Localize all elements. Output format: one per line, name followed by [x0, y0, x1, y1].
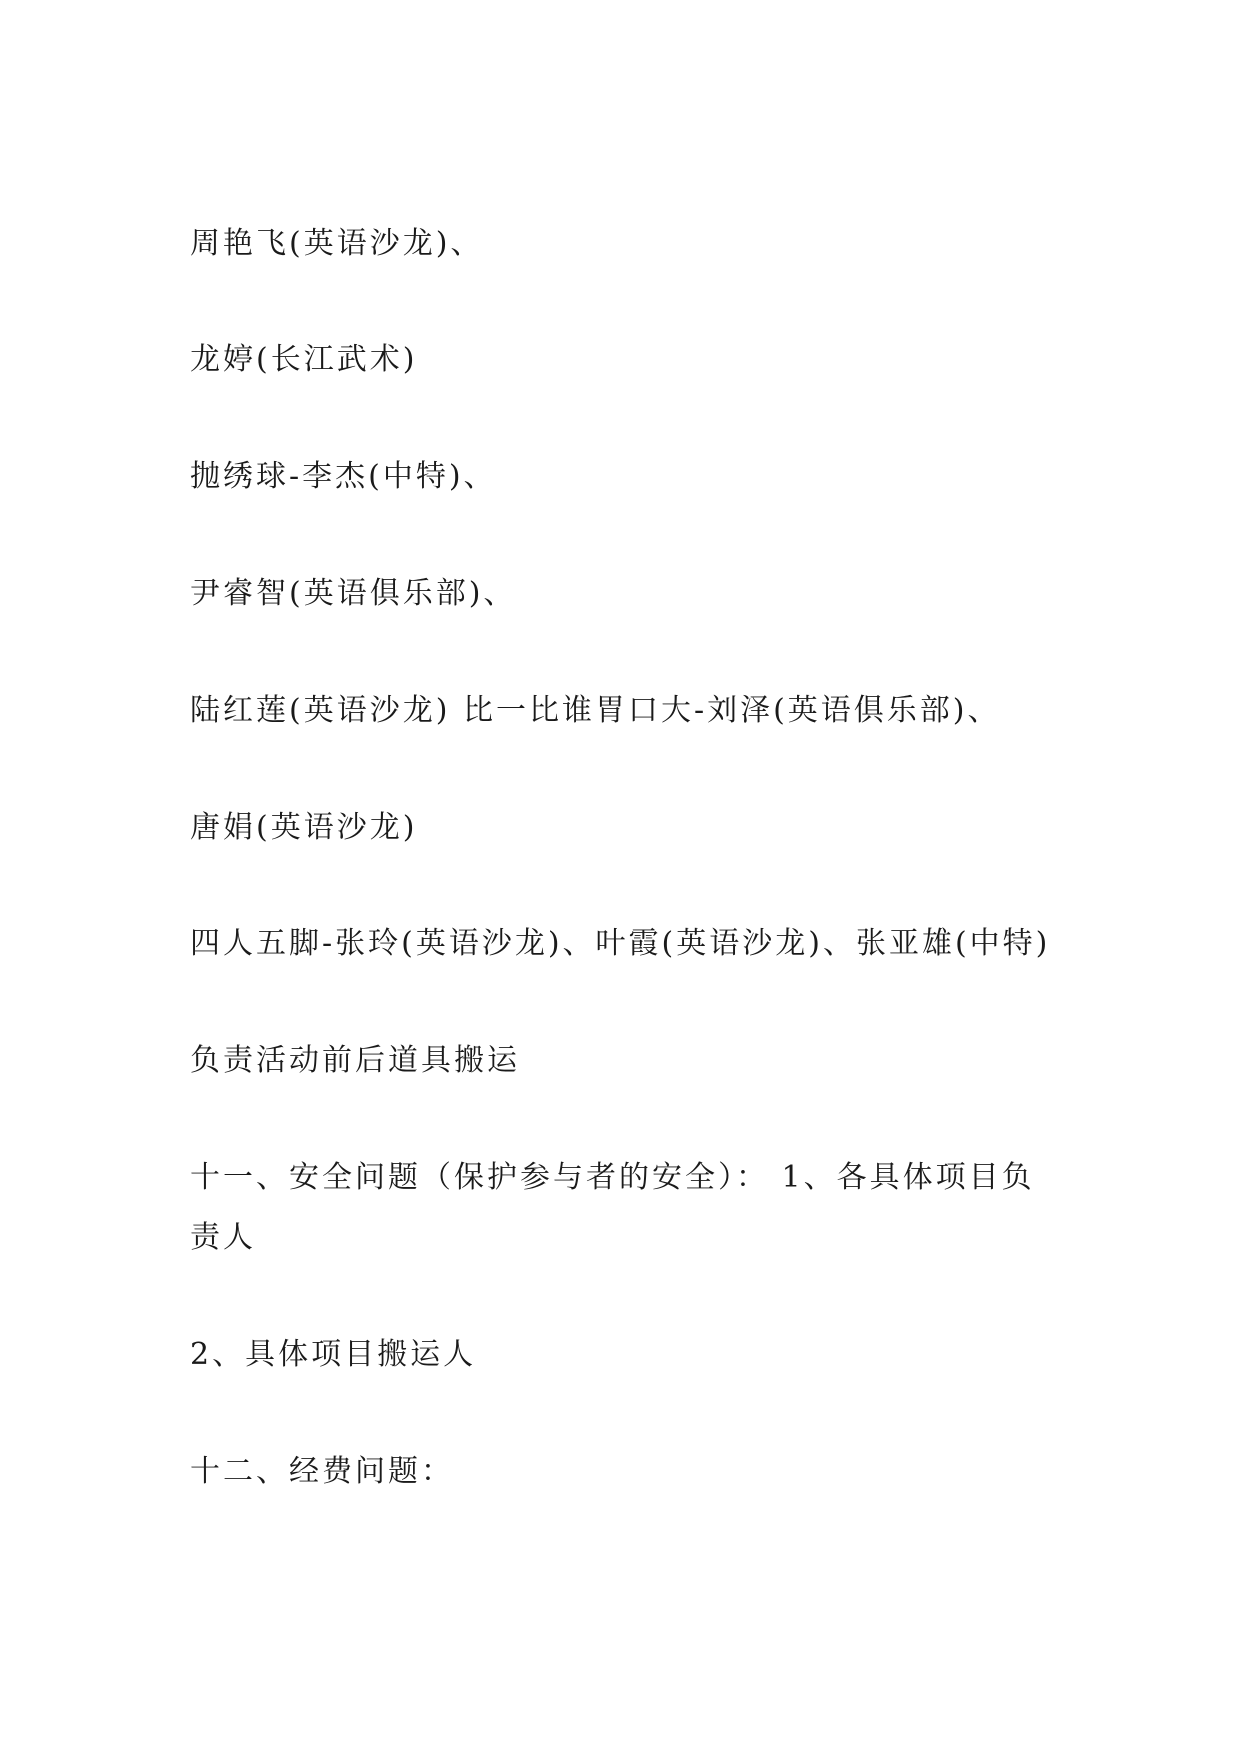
paragraph-four-person-five-legs: 四人五脚-张玲(英语沙龙)、叶霞(英语沙龙)、张亚雄(中特) — [190, 926, 1051, 961]
paragraph-props-transport: 负责活动前后道具搬运 — [190, 1043, 520, 1078]
paragraph-participant-zhou: 周艳飞(英语沙龙)、 — [190, 226, 484, 261]
paragraph-throw-ball: 抛绣球-李杰(中特)、 — [190, 459, 497, 494]
section-heading-safety: 十一、安全问题（保护参与者的安全）： 1、各具体项目负责人 — [190, 1160, 1035, 1255]
paragraph-participant-yin: 尹睿智(英语俱乐部)、 — [190, 576, 517, 611]
paragraph-participant-tang: 唐娟(英语沙龙) — [190, 810, 418, 845]
section-heading-budget: 十二、经费问题： — [190, 1454, 454, 1489]
paragraph-eating-contest: 陆红莲(英语沙龙) 比一比谁胃口大-刘泽(英语俱乐部)、 — [190, 693, 1001, 728]
paragraph-transport-person: 2、具体项目搬运人 — [190, 1337, 477, 1372]
paragraph-participant-long: 龙婷(长江武术) — [190, 342, 418, 377]
